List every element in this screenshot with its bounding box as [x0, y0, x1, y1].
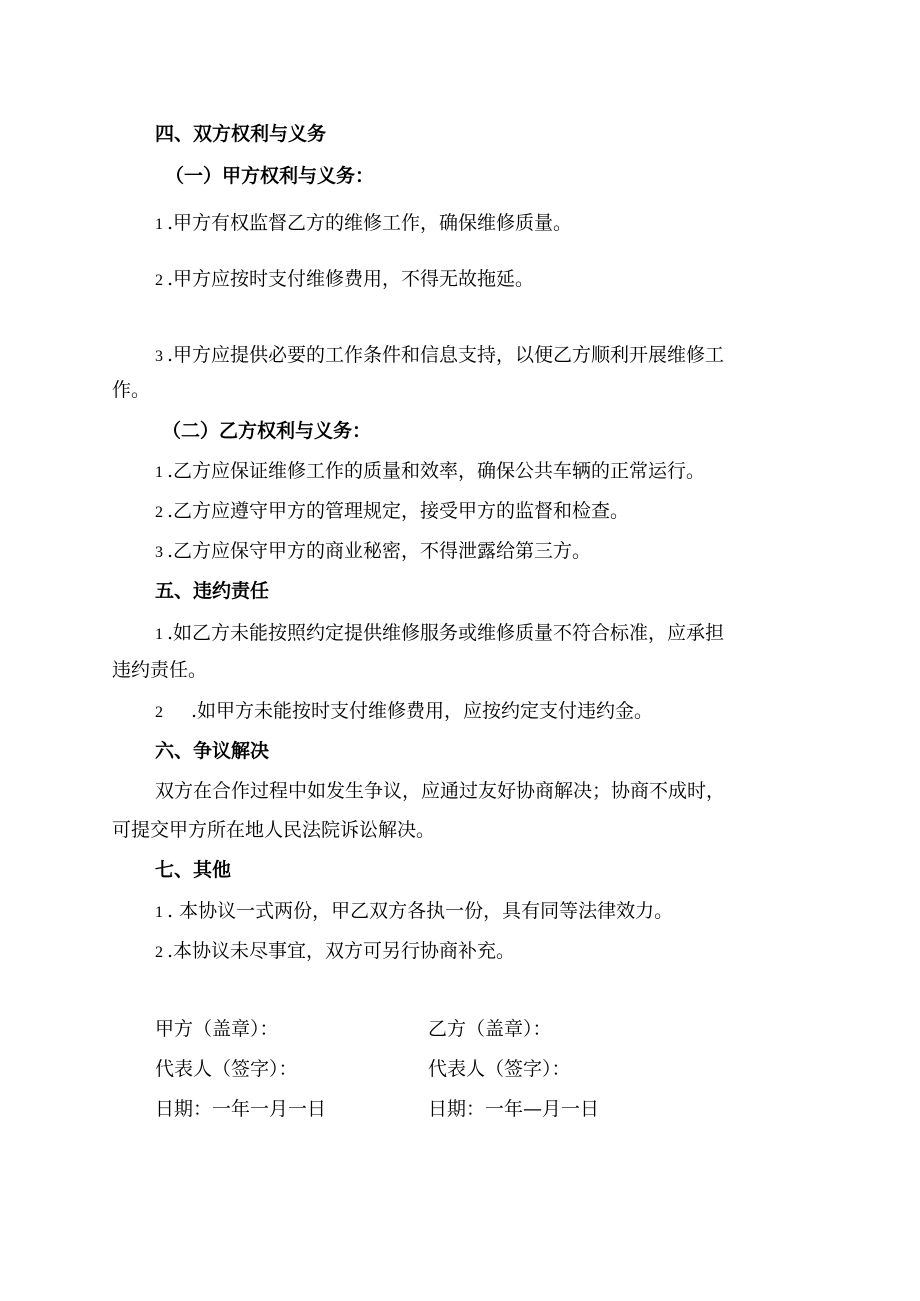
- paragraph-continuation: 可提交甲方所在地人民法院诉讼解决。: [112, 819, 436, 841]
- party-b-date: 日期：一年—月一日: [428, 1098, 600, 1120]
- party-b-representative: 代表人（签字）：: [428, 1058, 571, 1080]
- list-item: 2 .乙方应遵守甲方的管理规定，接受甲方的监督和检查。: [155, 500, 630, 522]
- list-item: 2 .甲方应按时支付维修费用，不得无故拖延。: [155, 268, 535, 290]
- party-a-seal: 甲方（盖章）：: [155, 1018, 279, 1040]
- list-item: 1 .如乙方未能按照约定提供维修服务或维修质量不符合标准，应承担: [155, 622, 725, 644]
- subsection-2-heading: （二）乙方权利与义务：: [162, 420, 372, 442]
- section-7-heading: 七、其他: [155, 859, 232, 881]
- section-6-heading: 六、争议解决: [155, 740, 270, 762]
- list-item-continuation: 作。: [112, 379, 151, 401]
- section-5-heading: 五、违约责任: [155, 580, 270, 602]
- list-item: 1 . 本协议一式两份，甲乙双方各执一份，具有同等法律效力。: [155, 900, 674, 922]
- list-item: 1 .乙方应保证维修工作的质量和效率，确保公共车辆的正常运行。: [155, 460, 706, 482]
- party-a-representative: 代表人（签字）：: [155, 1058, 298, 1080]
- list-item: 3 .甲方应提供必要的工作条件和信息支持，以便乙方顺利开展维修工: [155, 344, 725, 366]
- list-item: 1 .甲方有权监督乙方的维修工作，确保维修质量。: [155, 212, 573, 234]
- paragraph: 双方在合作过程中如发生争议，应通过友好协商解决；协商不成时，: [155, 780, 726, 802]
- subsection-1-heading: （一）甲方权利与义务：: [165, 165, 375, 187]
- list-item: 2 .如甲方未能按时支付维修费用，应按约定支付违约金。: [155, 700, 654, 722]
- list-item: 2 .本协议未尽事宜，双方可另行协商补充。: [155, 940, 516, 962]
- section-4-heading: 四、双方权利与义务: [155, 123, 327, 145]
- party-b-seal: 乙方（盖章）：: [428, 1018, 552, 1040]
- list-item: 3 .乙方应保守甲方的商业秘密，不得泄露给第三方。: [155, 540, 592, 562]
- list-item-continuation: 违约责任。: [112, 659, 208, 681]
- party-a-date: 日期：一年一月一日: [155, 1098, 327, 1120]
